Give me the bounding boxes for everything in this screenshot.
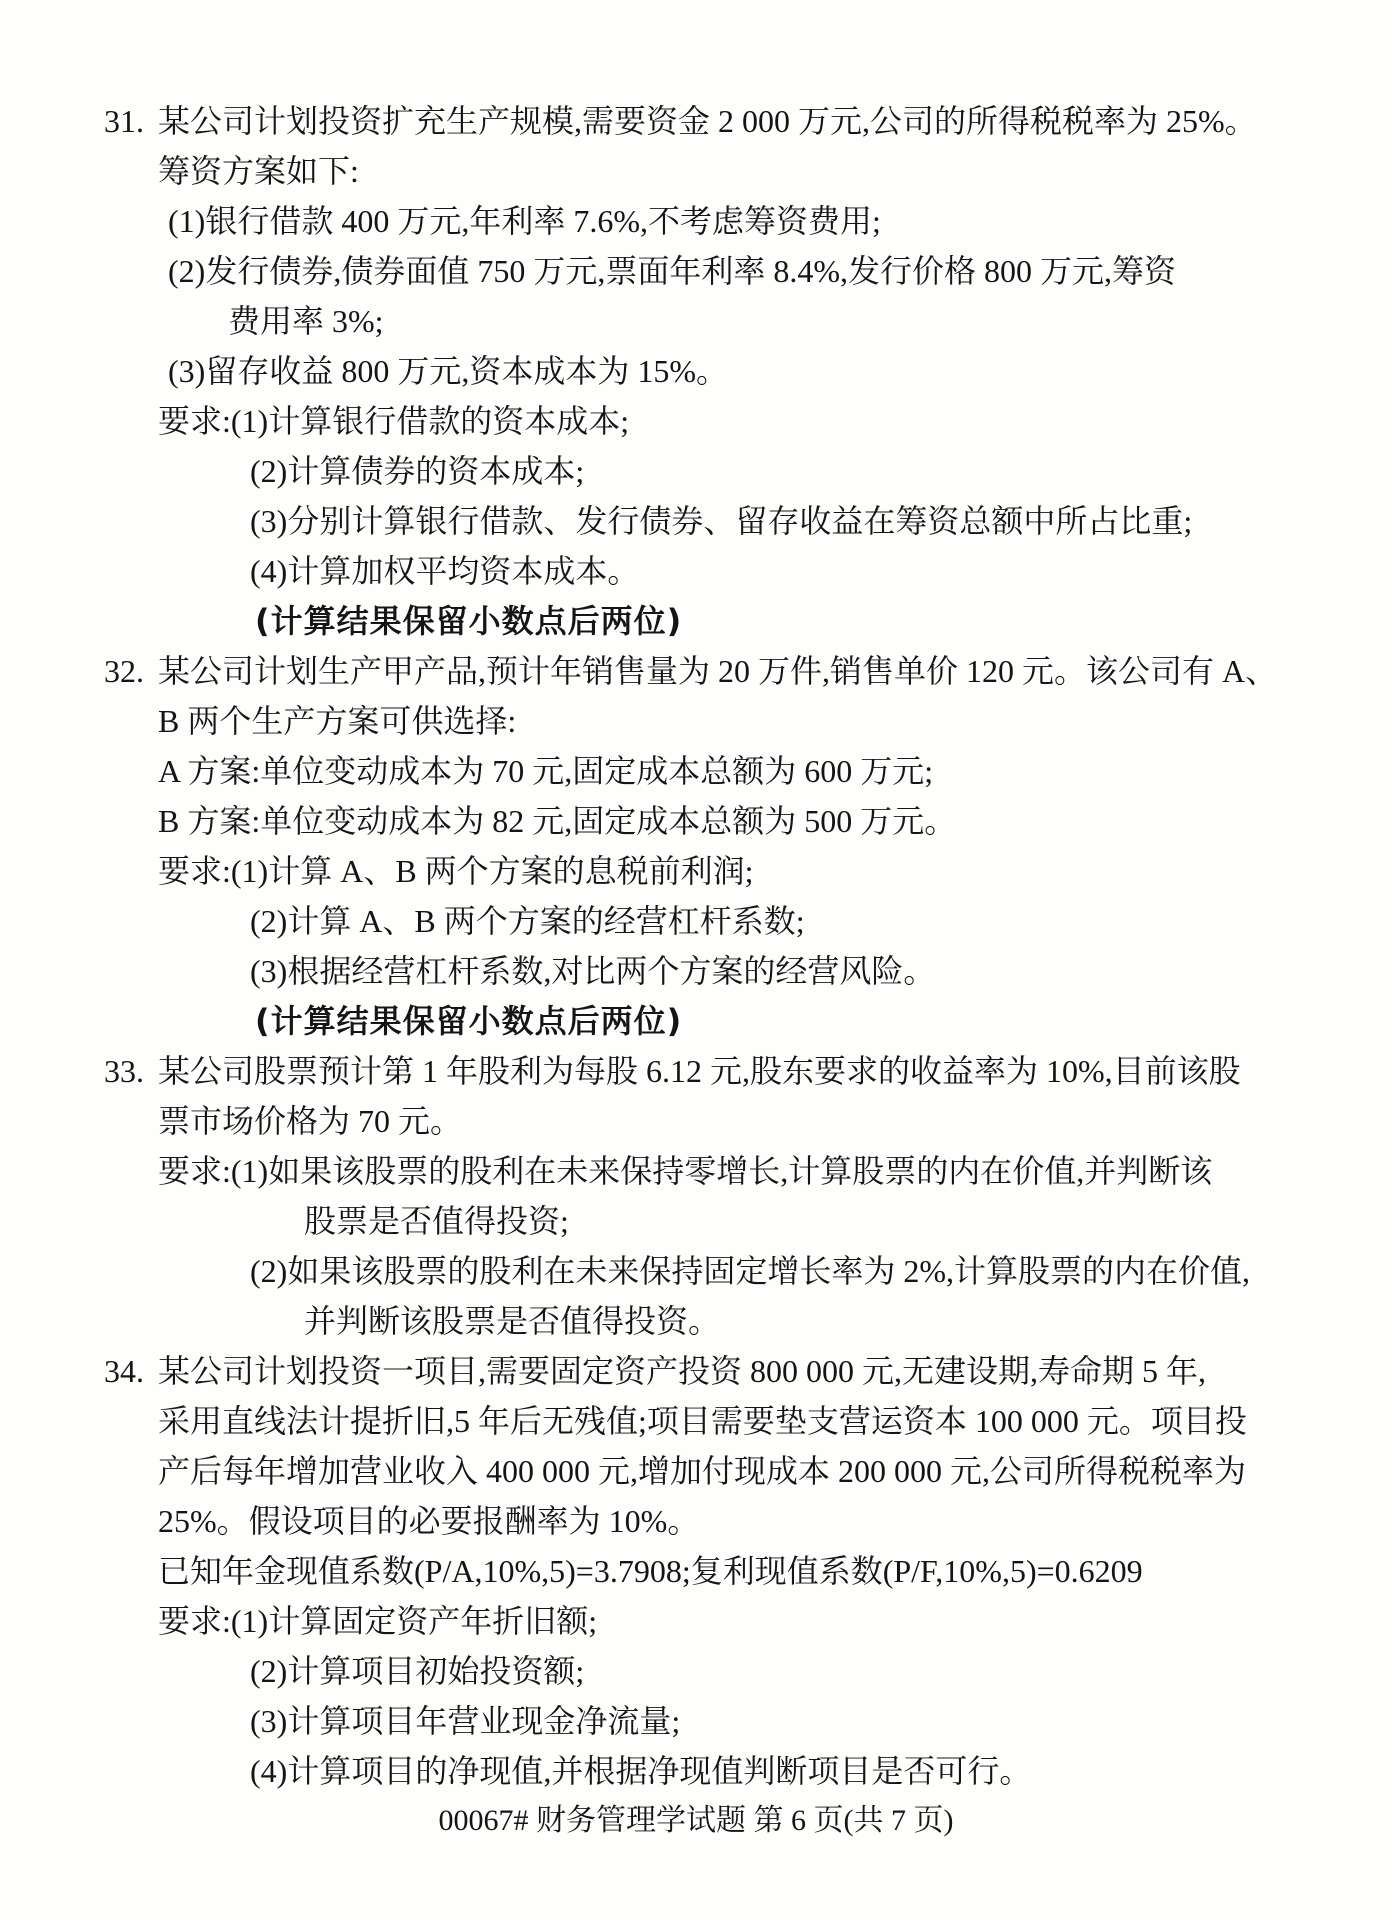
questions-container — [0, 96, 1392, 1796]
text-line: 费用率 3%; — [228, 303, 384, 339]
question-text: 某公司计划生产甲产品,预计年销售量为 20 万件,销售单价 120 元。该公司有 A、 — [158, 653, 1278, 689]
text-line: 要求:(1)计算银行借款的资本成本; — [158, 403, 630, 439]
text-line: (1)银行借款 400 万元,年利率 7.6%,不考虑筹资费用; — [168, 203, 881, 239]
text-line — [104, 1046, 1392, 1096]
text-line: A 方案:单位变动成本为 70 元,固定成本总额为 600 万元; — [158, 753, 934, 789]
question-number: 32. — [104, 653, 144, 689]
text-line: (3)计算项目年营业现金净流量; — [250, 1703, 681, 1739]
question-number: 34. — [104, 1353, 144, 1389]
text-line: (3)根据经营杠杆系数,对比两个方案的经营风险。 — [250, 953, 936, 989]
text-line: (3)留存收益 800 万元,资本成本为 15%。 — [168, 353, 728, 389]
text-line: (2)如果该股票的股利在未来保持固定增长率为 2%,计算股票的内在价值, — [250, 1253, 1250, 1289]
question-text: 某公司计划投资扩充生产规模,需要资金 2 000 万元,公司的所得税税率为 25%。 — [158, 103, 1257, 139]
question-text: 某公司股票预计第 1 年股利为每股 6.12 元,股东要求的收益率为 10%,目前该股 — [158, 1053, 1241, 1089]
text-line: 要求:(1)计算 A、B 两个方案的息税前利润; — [158, 853, 754, 889]
text-line: 产后每年增加营业收入 400 000 元,增加付现成本 200 000 元,公司所得税税率为 — [158, 1453, 1247, 1489]
text-line: 并判断该股票是否值得投资。 — [304, 1303, 721, 1339]
text-line: (计算结果保留小数点后两位) — [255, 602, 683, 640]
text-line: (4)计算加权平均资本成本。 — [250, 553, 640, 589]
text-line — [104, 96, 1392, 146]
text-line: 已知年金现值系数(P/A,10%,5)=3.7908;复利现值系数(P/F,10%,5)=0.6209 — [158, 1553, 1143, 1589]
text-line: B 方案:单位变动成本为 82 元,固定成本总额为 500 万元。 — [158, 803, 957, 839]
text-line: 要求:(1)如果该股票的股利在未来保持零增长,计算股票的内在价值,并判断该 — [158, 1153, 1213, 1189]
text-line: (2)发行债券,债券面值 750 万元,票面年利率 8.4%,发行价格 800 万元,筹资 — [168, 253, 1176, 289]
page-footer: 00067# 财务管理学试题 第 6 页(共 7 页) — [438, 1804, 954, 1837]
question-number: 33. — [104, 1053, 144, 1089]
text-line: 要求:(1)计算固定资产年折旧额; — [158, 1603, 598, 1639]
text-line: 采用直线法计提折旧,5 年后无残值;项目需要垫支营运资本 100 000 元。项目投 — [158, 1403, 1247, 1439]
text-line: 票市场价格为 70 元。 — [158, 1103, 463, 1139]
text-line — [104, 1346, 1392, 1396]
question-text: 某公司计划投资一项目,需要固定资产投资 800 000 元,无建设期,寿命期 5 年, — [158, 1353, 1207, 1389]
text-line — [104, 646, 1392, 696]
text-line: 股票是否值得投资; — [304, 1203, 569, 1239]
question-number: 31. — [104, 103, 144, 139]
text-line: (4)计算项目的净现值,并根据净现值判断项目是否可行。 — [250, 1753, 1032, 1789]
text-line: 筹资方案如下: — [158, 153, 359, 189]
text-line: B 两个生产方案可供选择: — [158, 703, 517, 739]
text-line: (2)计算债券的资本成本; — [250, 453, 585, 489]
text-line: (2)计算项目初始投资额; — [250, 1653, 585, 1689]
text-line: (3)分别计算银行借款、发行债券、留存收益在筹资总额中所占比重; — [250, 503, 1193, 539]
text-line: (2)计算 A、B 两个方案的经营杠杆系数; — [250, 903, 805, 939]
text-line: 25%。假设项目的必要报酬率为 10%。 — [158, 1503, 700, 1539]
text-line: (计算结果保留小数点后两位) — [255, 1002, 683, 1040]
